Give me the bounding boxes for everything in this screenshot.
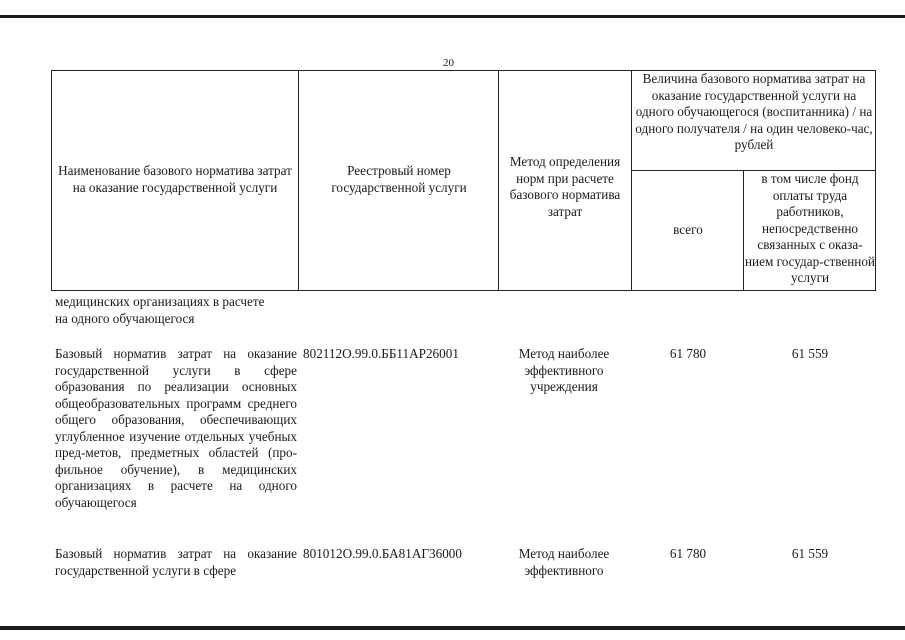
column-divider-2	[498, 70, 499, 291]
table-left-border	[51, 70, 52, 291]
header-including: в том числе фонд оплаты труда работников, непосредственно связанных с оказа-нием государ-ственной услуги	[745, 171, 875, 285]
row-1-name: Базовый норматив затрат на оказание государственной услуги в сфере образования по реализации основных общеобразовательных программ среднего общего образования, обеспечивающих углубленное изучение отдельных учебных пред-метов, предметных областей (про-фильное обучение), в медицинских организациях в расчете на одного обучающегося	[55, 346, 297, 510]
header-name: Наименование базового норматива затрат на оказание государственной услуги	[58, 163, 292, 195]
row-1-registry: 802112О.99.0.ББ11АР26001	[303, 346, 459, 361]
header-value-group: Величина базового норматива затрат на оказание государственной услуги на одного обучающегося (воспитанника) / на одного получателя / на один человеко-час, рублей	[635, 71, 873, 152]
header-total: всего	[673, 222, 703, 237]
row-2-registry: 801012О.99.0.БА81АГ36000	[303, 546, 462, 561]
row-2-total: 61 780	[669, 546, 707, 561]
column-divider-3	[631, 70, 632, 291]
row-2-method: Метод наиболее эффективного	[518, 546, 610, 578]
row-1-method: Метод наиболее эффективного учреждения	[518, 346, 610, 394]
header-registry: Реестровый номер государственной услуги	[331, 163, 467, 195]
row-2-name: Базовый норматив затрат на оказание государственной услуги в сфере	[55, 546, 297, 578]
header-method: Метод определения норм при расчете базового норматива затрат	[509, 154, 621, 219]
top-border-line	[0, 15, 905, 18]
page-number: 20	[443, 57, 454, 69]
row-2-including: 61 559	[791, 546, 829, 561]
row-1-total: 61 780	[669, 346, 707, 361]
row-1-including: 61 559	[791, 346, 829, 361]
continuation-text: медицинских организациях в расчете на одного обучающегося	[55, 294, 265, 326]
table-right-border	[875, 70, 876, 291]
bottom-border-line	[0, 626, 905, 630]
table-header-bottom-border	[51, 290, 876, 291]
column-divider-1	[298, 70, 299, 291]
column-divider-4	[743, 170, 744, 291]
